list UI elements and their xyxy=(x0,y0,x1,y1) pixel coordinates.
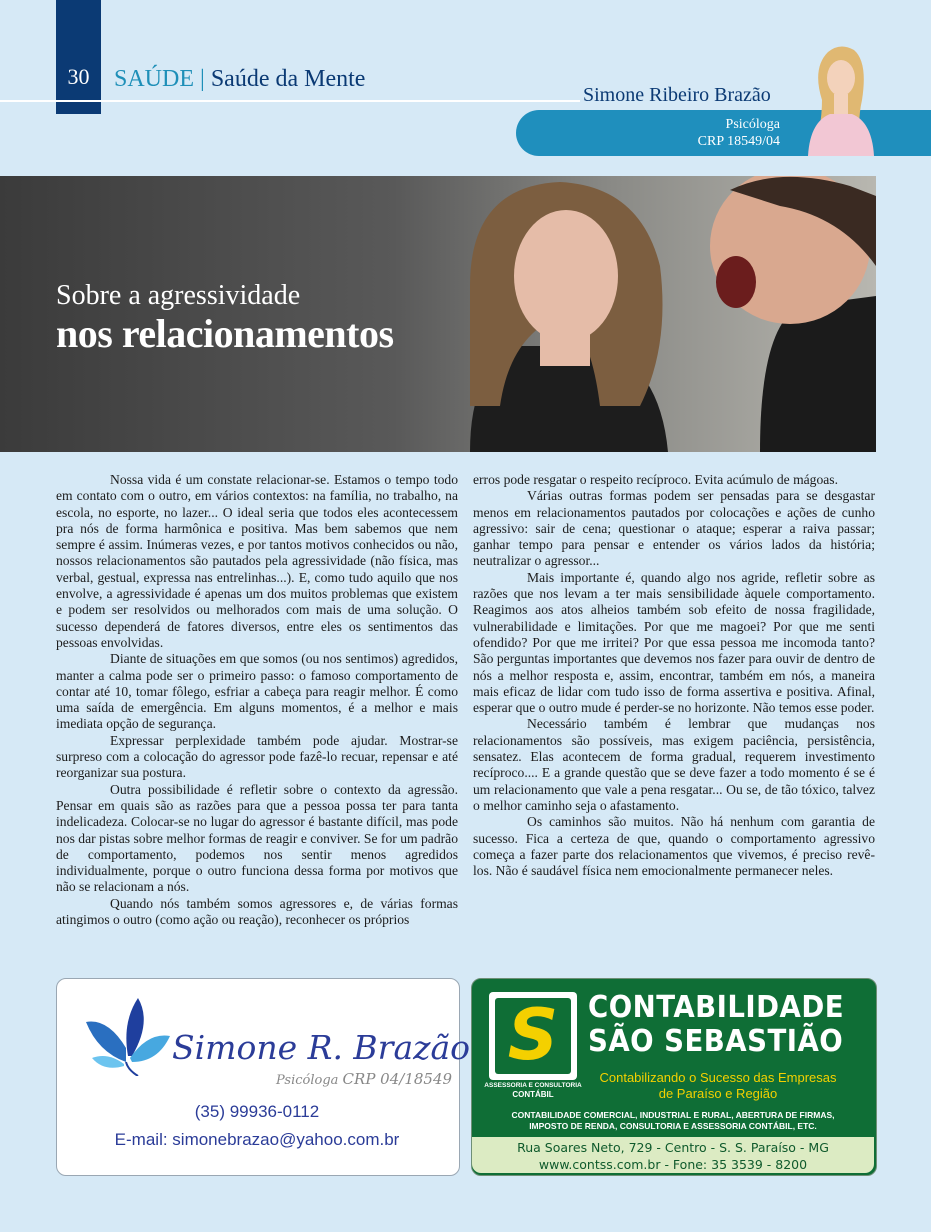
accounting-slogan-2: de Paraíso e Região xyxy=(658,1086,778,1101)
page-number: 30 xyxy=(67,64,90,89)
article-title-line1: Sobre a agressividade xyxy=(56,280,301,311)
accounting-slogan-1: Contabilizando o Sucesso das Empresas xyxy=(599,1070,837,1085)
logo-subtitle-2: CONTÁBIL xyxy=(512,1090,554,1099)
ad-psychologist-profession xyxy=(276,1070,452,1088)
article-paragraph: erros pode resgatar o respeito recíproco. Evita acúmulo de mágoas. xyxy=(473,472,839,487)
section-separator: | xyxy=(200,66,205,92)
ad-crp: CRP 04/18549 xyxy=(342,1070,453,1088)
butterfly-icon xyxy=(78,992,174,1076)
article-paragraph: Outra possibilidade é refletir sobre o contexto da agressão. Pensar em quais são as razões para que a pessoa possa ter para tanta indelicadeza. Colocar-se no lugar do agressor é bastante difícil, mas pode nos dar pistas sobre melhor formas de reagir e conviver. Se for um padrão de comportamento, podemos nos sentir menos agredidos individualmente, porque o outro funciona dessa forma por motivos que não se relacionam a nós. xyxy=(56,781,458,895)
accounting-name-line1: CONTABILIDADE xyxy=(588,990,845,1025)
author-portrait xyxy=(800,38,880,156)
article-title-line2: nos relacionamentos xyxy=(56,311,394,356)
accounting-website: www.contss.com.br - Fone: 35 3539 - 8200 xyxy=(538,1157,808,1172)
ad-psychologist-name: Simone R. Brazão xyxy=(172,1028,471,1067)
article-paragraph: Mais importante é, quando algo nos agride, refletir sobre as razões que nos levam a ter mais sensibilidade àquele comportamento. Reagimos aos atos alheios também sob efeito de nossa fragilidade, vulnerabilidade e limitações. Por que me magoei? Por que me senti ofendido? Por que me irritei? Por que essa pessoa me incomoda tanto? São perguntas importantes que devemos nos fazer para ouvir de dentro de nós a melhor resposta e, assim, encontrar, também em nós, a maneira mais eficaz de lidar com tudo isso de forma assertiva e positiva. Afinal, esperar que o outro mude é perder-se no horizonte. Não temos esse poder. xyxy=(473,569,875,716)
author-role: Psicóloga xyxy=(725,117,780,132)
logo-subtitle: ASSESSORIA E CONSULTORIA xyxy=(484,1082,582,1089)
header-divider xyxy=(0,100,580,102)
article-paragraph: Expressar perplexidade também pode ajudar. Mostrar-se surpreso com a colocação do agressor pode fazê-lo recuar, repensar e até reorganizar sua postura. xyxy=(56,732,458,781)
man-mouth xyxy=(716,256,756,308)
article-column-left xyxy=(56,472,458,928)
accounting-address: Rua Soares Neto, 729 - Centro - S. S. Paraíso - MG xyxy=(517,1140,829,1155)
page-number-box xyxy=(56,0,101,114)
section-header xyxy=(114,66,365,93)
article-paragraph: Nossa vida é um constate relacionar-se. Estamos o tempo todo em contato com o outro, em vários contextos: na família, no trabalho, na escola, no esporte, no lazer... O ideal seria que todos eles acontecessem pra nós de forma harmônica e positiva. Mas bem sabemos que nem sempre é assim. Inúmeras vezes, e por tantos motivos conhecidos ou não, nossos relacionamentos são pautados pela agressividade (não física, mas verbal, gestual, expressa nas entrelinhas...). E, como tudo aquilo que nos envolve, a agressividade é apenas um dos muitos problemas que existem e podem ser resolvidos ou melhorados com mais de uma solução. O sucesso dependerá de fatores diversos, entre eles os sentimentos das pessoas envolvidas. xyxy=(56,472,458,650)
author-crp: CRP 18549/04 xyxy=(697,134,780,149)
article-paragraph: Quando nós também somos agressores e, de várias formas atingimos o outro (como ação ou reação), reconhecer os próprios xyxy=(56,895,458,928)
accounting-services-1: CONTABILIDADE COMERCIAL, INDUSTRIAL E RURAL, ABERTURA DE FIRMAS, xyxy=(511,1110,835,1120)
article-paragraph: Diante de situações em que somos (ou nos sentimos) agredidos, manter a calma pode ser o primeiro passo: o famoso comportamento de contar até 10, tomar fôlego, esfriar a cabeça para reagir melhor. É como uma saída de emergência. Em alguns momentos, é a melhor e mais imediata opção de segurança. xyxy=(56,651,458,732)
article-paragraph: Necessário também é lembrar que mudanças nos relacionamentos são possíveis, mas exigem paciência, persistência, sensatez. Elas acontecem de forma gradual, requerem investimento recíproco.... E a grande questão que se deve fazer a todo momento é se é um relacionamento que vale a pena resgatar... Ou se, de tão tóxico, talvez o melhor caminho seja o afastamento. xyxy=(473,716,875,813)
author-credentials xyxy=(600,116,780,150)
author-name: Simone Ribeiro Brazão xyxy=(583,84,771,106)
article-paragraph: Várias outras formas podem ser pensadas para se desgastar menos em relacionamentos pautados por colocações e ações de cunho agressivo: sair de cena; questionar o ataque; esperar a raiva passar; ganhar tempo para pensar e entender os vários lados da história; neutralizar o agressor... xyxy=(473,488,875,569)
article-column-right xyxy=(473,472,875,879)
accounting-services-2: IMPOSTO DE RENDA, CONSULTORIA E ASSESSORIA CONTÁBIL, ETC. xyxy=(529,1121,817,1131)
ad-phone: (35) 99936-0112 xyxy=(194,1102,320,1121)
section-label: SAÚDE xyxy=(114,66,195,92)
accounting-name-line2: SÃO SEBASTIÃO xyxy=(588,1024,844,1059)
article-paragraph: Os caminhos são muitos. Não há nenhum com garantia de sucesso. Fica a certeza de que, quando o comportamento agressivo começa a fazer parte dos relacionamentos que vivemos, é preciso revê-los. Não é saudável física nem emocionalmente permanecer neles. xyxy=(473,814,875,879)
ad-email: E-mail: simonebrazao@yahoo.com.br xyxy=(114,1130,400,1149)
woman-face xyxy=(514,210,618,342)
ad-profession: Psicóloga xyxy=(276,1073,339,1088)
accounting-logo-letter: S xyxy=(507,994,559,1076)
subsection-label: Saúde da Mente xyxy=(210,66,366,92)
